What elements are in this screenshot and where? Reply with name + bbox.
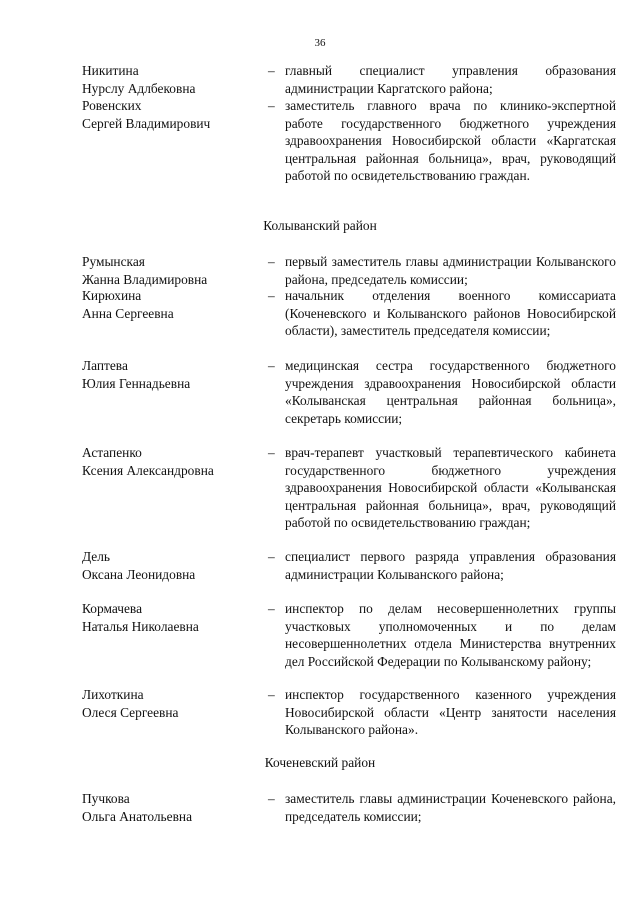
member-role: начальник отделения военного комиссариата (Коченевского и Колыванского районов Новосибирской области), заместитель председателя комиссии; [285,288,616,339]
member-surname: Ровенских [82,98,142,113]
member-role: специалист первого разряда управления образования администрации Колыванского района; [285,549,616,582]
member-entry [82,444,616,532]
member-given-names: Анна Сергеевна [82,305,174,321]
member-given-names: Нурслу Адлбековна [82,80,196,96]
member-role: инспектор государственного казенного учреждения Новосибирской области «Центр занятости населения Колыванского района». [285,687,616,738]
member-entry [82,600,616,670]
dash-separator: – [268,791,275,806]
member-given-names: Ольга Анатольевна [82,808,193,824]
member-surname: Астапенко [82,445,142,460]
member-surname: Никитина [82,63,139,78]
member-entry [82,686,616,739]
member-entry [82,790,616,825]
member-entry [82,287,616,340]
member-name [82,97,268,185]
dash-separator: – [268,98,275,113]
member-given-names: Сергей Владимирович [82,115,211,131]
member-name [82,357,268,427]
member-given-names: Оксана Леонидовна [82,566,196,582]
member-role: заместитель главы администрации Коченевского района, председатель комиссии; [285,791,616,824]
member-entry [82,548,616,583]
member-surname: Лаптева [82,358,128,373]
member-given-names: Ксения Александровна [82,462,214,478]
member-surname: Лихоткина [82,687,144,702]
member-role: инспектор по делам несовершеннолетних группы участковых уполномоченных и по делам несовершеннолетних отдела Министерства внутренних дел Российской Федерации по Колыванскому району; [285,601,616,669]
dash-separator: – [268,549,275,564]
member-role: главный специалист управления образования администрации Каргатского района; [285,63,616,96]
member-name [82,444,268,532]
section-heading: Колыванский район [263,218,377,233]
member-surname: Пучкова [82,791,130,806]
dash-separator: – [268,601,275,616]
member-surname: Дель [82,549,111,564]
member-surname: Кирюхина [82,288,142,303]
member-surname: Кормачева [82,601,143,616]
member-entry [82,97,616,185]
member-role: заместитель главного врача по клинико-экспертной работе государственного бюджетного учреждения здравоохранения Новосибирской области «Каргатская центральная районная больница», врач, руководящий работой по освидетельствованию граждан. [285,98,616,184]
dash-separator: – [268,445,275,460]
page-number: 36 [314,37,326,49]
member-name [82,548,268,583]
member-given-names: Наталья Николаевна [82,618,199,634]
member-name [82,287,268,340]
member-entry [82,357,616,427]
member-entry [82,253,616,288]
dash-separator: – [268,288,275,303]
member-given-names: Жанна Владимировна [82,271,208,287]
member-given-names: Юлия Геннадьевна [82,375,191,391]
dash-separator: – [268,63,275,78]
member-role: врач-терапевт участковый терапевтического кабинета государственного бюджетного учреждения здравоохранения Новосибирской области «Колыванская центральная районная больница», врач, руководящий работой по освидетельствованию граждан; [285,445,616,531]
dash-separator: – [268,358,275,373]
member-name [82,686,268,739]
member-entry [82,62,616,97]
member-given-names: Олеся Сергеевна [82,704,179,720]
member-name [82,62,268,97]
member-name [82,253,268,288]
section-heading: Коченевский район [264,755,376,770]
member-surname: Румынская [82,254,145,269]
dash-separator: – [268,254,275,269]
member-role: первый заместитель главы администрации Колыванского района, председатель комиссии; [285,254,616,287]
member-role: медицинская сестра государственного бюджетного учреждения здравоохранения Новосибирской области «Колыванская центральная районная больница», секретарь комиссии; [285,358,616,426]
member-name [82,600,268,670]
member-name [82,790,268,825]
dash-separator: – [268,687,275,702]
